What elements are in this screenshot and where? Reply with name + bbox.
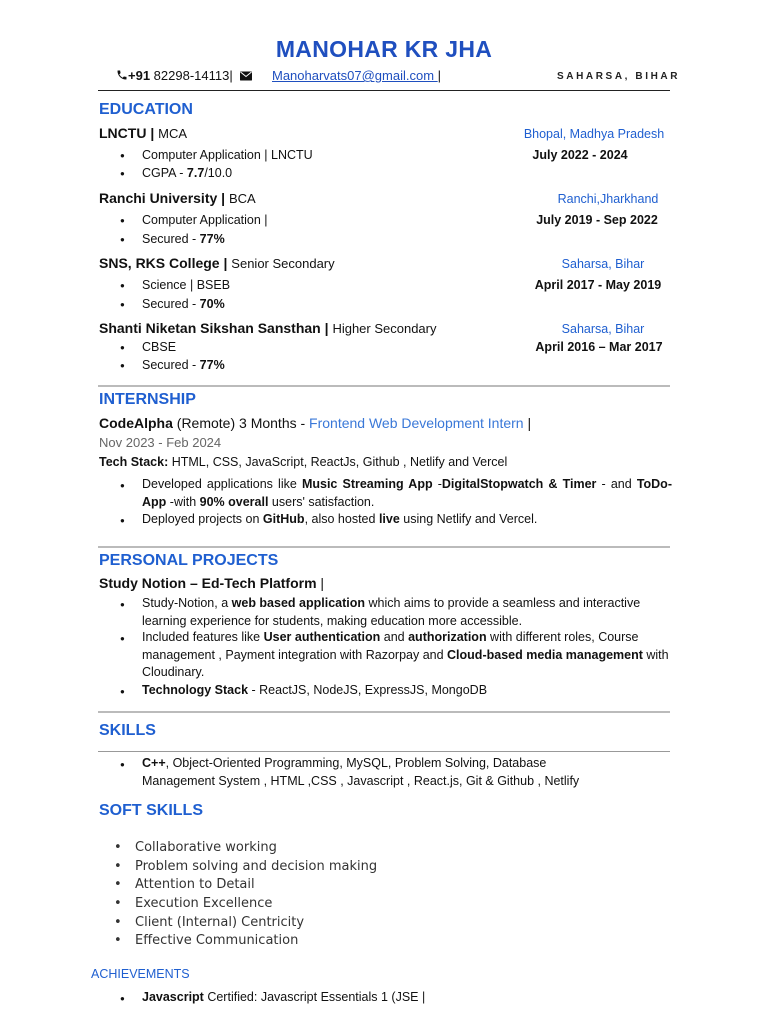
edu-date: July 2022 - 2024 (532, 148, 628, 162)
list-item: ● Secured - 70% (120, 297, 225, 311)
list-item: • Execution Excellence (114, 896, 272, 911)
edu-date: April 2017 - May 2019 (534, 278, 662, 292)
bullet-icon: ● (120, 994, 125, 1003)
tech-stack: Tech Stack: HTML, CSS, JavaScript, ReactJs, Github , Netlify and Vercel (99, 455, 508, 469)
internship-title: CodeAlpha (Remote) 3 Months - Frontend Web Development Intern | (99, 415, 532, 431)
edu-place: Saharsa, Bihar (561, 257, 645, 271)
list-item: Study-Notion, a web based application which aims to provide a seamless and interactive learning experience for students, making education more accessible. (142, 596, 641, 628)
list-item: Deployed projects on GitHub, also hosted live using Netlify and Vercel. (142, 512, 538, 526)
contact-phone: +91 82298-14113| (116, 68, 252, 84)
phone-icon (116, 69, 128, 84)
internship-heading: INTERNSHIP (99, 391, 196, 408)
list-item: ● Computer Application | LNCTU (120, 148, 313, 162)
achievements-heading: ACHIEVEMENTS (91, 967, 190, 981)
projects-heading: PERSONAL PROJECTS (99, 552, 279, 569)
edu-place: Ranchi,Jharkhand (557, 192, 659, 206)
bullet-icon: ● (120, 634, 125, 643)
edu-institution: Ranchi University | BCA (99, 190, 256, 206)
list-item: • Attention to Detail (114, 877, 255, 892)
list-item: ● Science | BSEB (120, 278, 230, 292)
bullet-icon: ● (120, 481, 125, 490)
section-divider (98, 385, 670, 387)
section-divider (98, 711, 670, 713)
bullet-icon: ● (120, 600, 125, 609)
list-item: ● CBSE (120, 340, 176, 354)
list-item: Included features like User authentication and authorization with different roles, Course management , Payment integration with Razorpay and Cloud-based media management with Cloudinary. (142, 630, 669, 679)
soft-skills-heading: SOFT SKILLS (99, 802, 203, 819)
internship-dates: Nov 2023 - Feb 2024 (99, 435, 222, 450)
edu-institution: LNCTU | MCA (99, 125, 188, 141)
edu-place: Saharsa, Bihar (561, 322, 645, 336)
list-item: • Effective Communication (114, 933, 298, 948)
mail-icon (240, 69, 252, 84)
list-item: ● CGPA - 7.7/10.0 (120, 166, 232, 180)
resume-name: MANOHAR KR JHA (275, 36, 493, 62)
list-item: Developed applications like Music Streaming App -DigitalStopwatch & Timer - and ToDo-App -with 90% overall users' satisfaction. (142, 477, 672, 509)
bullet-icon: ● (120, 687, 125, 696)
contact-email-wrap: Manoharvats07@gmail.com | (272, 68, 442, 83)
list-item: ● Secured - 77% (120, 358, 225, 372)
edu-institution: Shanti Niketan Sikshan Sansthan | Higher Secondary (99, 320, 437, 336)
list-item: • Problem solving and decision making (114, 859, 377, 874)
skills-heading: SKILLS (99, 722, 156, 739)
section-divider (98, 751, 670, 752)
edu-date: July 2019 - Sep 2022 (536, 213, 658, 227)
header-divider (98, 90, 670, 91)
list-item: • Client (Internal) Centricity (114, 915, 304, 930)
list-item: Technology Stack - ReactJS, NodeJS, ExpressJS, MongoDB (142, 683, 488, 697)
header-location: SAHARSA, BIHAR (557, 71, 681, 82)
section-divider (98, 546, 670, 548)
list-item: Javascript Certified: Javascript Essentials 1 (JSE | (142, 990, 426, 1004)
education-heading: EDUCATION (99, 101, 193, 118)
list-item: ● Secured - 77% (120, 232, 225, 246)
edu-date: April 2016 – Mar 2017 (535, 340, 663, 354)
bullet-icon: ● (120, 760, 125, 769)
edu-place: Bhopal, Madhya Pradesh (523, 127, 665, 141)
list-item: • Collaborative working (114, 840, 277, 855)
project-title: Study Notion – Ed-Tech Platform | (99, 575, 325, 591)
edu-institution: SNS, RKS College | Senior Secondary (99, 255, 335, 271)
list-item: C++, Object-Oriented Programming, MySQL, Problem Solving, Database Management System , HTML ,CSS , Javascript , React.js, Git & Github , Netlify (142, 756, 580, 788)
email-link[interactable]: Manoharvats07@gmail.com (272, 68, 438, 83)
list-item: ● Computer Application | (120, 213, 268, 227)
bullet-icon: ● (120, 516, 125, 525)
